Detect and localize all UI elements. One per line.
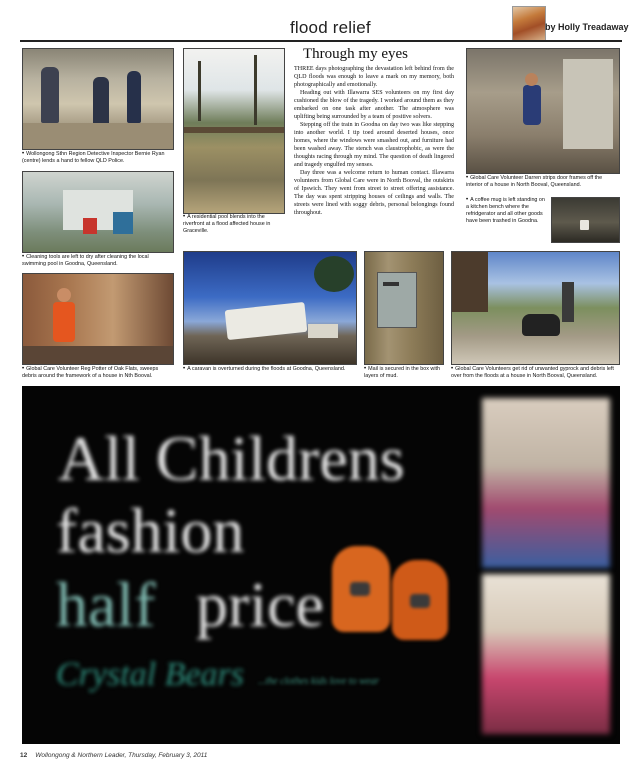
photo-mailbox bbox=[364, 251, 444, 365]
photo-volunteer-door-frames bbox=[466, 48, 620, 174]
caption-residential-pool: • A residential pool blends into the riverfront at a flood affected house in Graceville. bbox=[183, 214, 271, 234]
byline: by Holly Treadaway bbox=[545, 22, 629, 32]
ad-headline-line1: All Childrens bbox=[58, 423, 405, 494]
caption-door-frames: • Global Care Volunteer Darren strips door frames off the interior of a house in North Booval, Queensland. bbox=[466, 175, 603, 188]
caption-caravan: • A caravan is overturned during the floods at Goodna, Queensland. bbox=[183, 366, 346, 372]
header-rule bbox=[20, 40, 622, 42]
ad-headline-half: half bbox=[56, 569, 156, 640]
story-paragraph: THREE days photographing the devastation left behind from the QLD floods was enough to leave a mark on my memory, both photographically and emotionally. bbox=[294, 66, 454, 88]
caption-coffee-mug: • A coffee mug is left standing on a kitchen bench where the refridgerator and all other goods have been trashed in Goodna. bbox=[466, 197, 545, 224]
caption-mailbox: • Mail is secured in the box with layers of mud. bbox=[364, 366, 441, 379]
photo-overturned-caravan bbox=[183, 251, 357, 365]
author-photo bbox=[512, 6, 546, 42]
photo-gyprock-debris bbox=[451, 251, 620, 365]
story-body bbox=[294, 65, 454, 217]
ad-headline-line2: fashion bbox=[56, 495, 245, 566]
ad-photo-top bbox=[482, 398, 610, 568]
caption-volunteer-sweeping: • Global Care Volunteer Reg Potter of Oak Flats, sweeps debris around the framework of a house in Nth Booval. bbox=[22, 366, 159, 379]
ad-tagline: ...the clothes kids love to wear bbox=[258, 676, 380, 687]
ad-photo-bottom bbox=[482, 574, 610, 734]
ad-headline-price: price bbox=[196, 569, 324, 640]
page-number: 12 bbox=[20, 752, 28, 759]
caption-police: • Wollongong Sthn Region Detective Inspector Bernie Ryan (centre) lends a hand to fellow QLD Police. bbox=[22, 151, 165, 164]
page-footer bbox=[20, 752, 207, 759]
ad-bear-mascots bbox=[322, 526, 472, 646]
photo-residential-pool bbox=[183, 48, 285, 214]
section-title: flood relief bbox=[290, 18, 371, 37]
story-headline: Through my eyes bbox=[303, 46, 408, 62]
caption-cleaning-tools: • Cleaning tools are left to dry after cleaning the local swimming pool in Goodna, Queensland. bbox=[22, 254, 149, 267]
caption-gyprock: • Global Care Volunteers get rid of unwanted gyprock and debris left over from the floods at a house in North Booval, Queensland. bbox=[451, 366, 614, 379]
ad-brand: Crystal Bears bbox=[56, 656, 244, 693]
story-paragraph: Day three was a welcome return to human contact. Illawarra volunteers from Global Care were in North Booval, the outskirts of Ipswich. They went from street to street offering assistance. The day was spent stripping houses of ceilings and walls. The streets were lined with soggy debris, personal belongings found throughout. bbox=[294, 170, 454, 216]
publication-info: Wollongong & Northern Leader, Thursday, February 3, 2011 bbox=[35, 752, 208, 759]
photo-police-cleanup bbox=[22, 48, 174, 150]
advertisement bbox=[22, 386, 620, 744]
story-paragraph: Stepping off the train in Goodna on day two was like stepping into another world. I tip toed around deserted houses, once homes, where the windows were smashed out, and furniture had been washed away. The stench was claustrophobic, as were the thoughts racing through my mind. The question of death lingered and tragedy engulfed my senses. bbox=[294, 122, 454, 168]
story-paragraph: Heading out with Illawarra SES volunteers on my first day cushioned the blow of the tragedy. I worked around them as they embarked on one task after another. The atmosphere was uplifting being surrounded by a team of positive solvers. bbox=[294, 90, 454, 120]
photo-coffee-mug bbox=[551, 197, 620, 243]
photo-cleaning-tools bbox=[22, 171, 174, 253]
photo-volunteer-sweeping bbox=[22, 273, 174, 365]
